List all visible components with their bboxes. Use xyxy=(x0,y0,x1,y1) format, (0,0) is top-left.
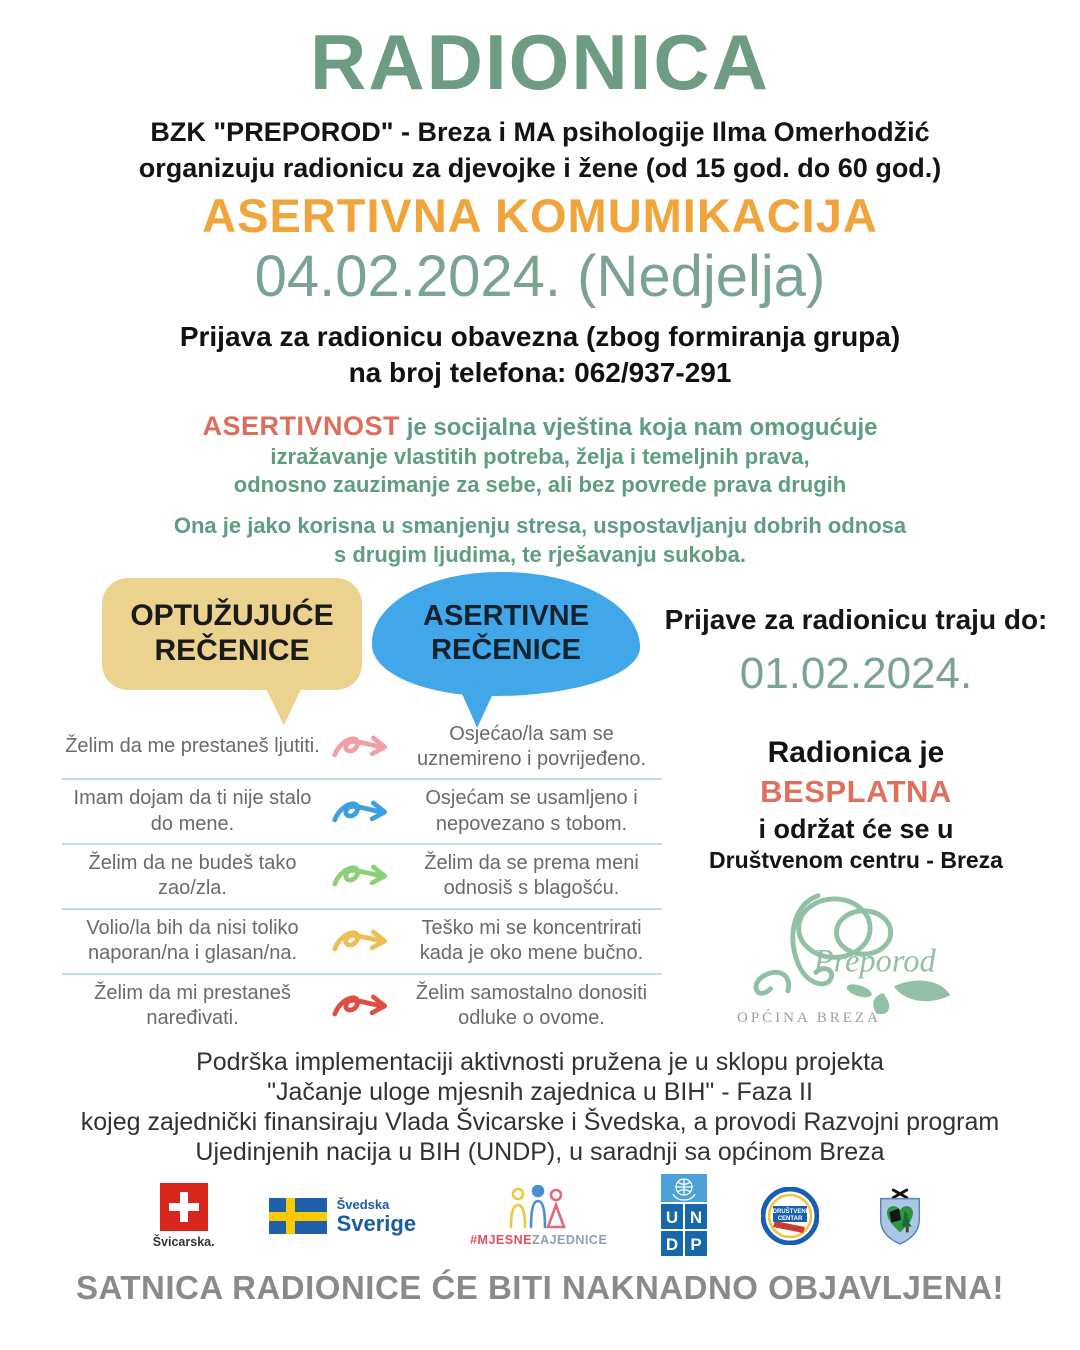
deadline-label: Prijave za radionicu traju do: xyxy=(664,603,1048,635)
assertive-sentence: Želim samostalno donositi odluke o ovome. xyxy=(415,981,648,1030)
swiss-flag-icon xyxy=(160,1183,208,1231)
accusing-sentence: Želim da me prestaneš ljutiti. xyxy=(65,735,320,758)
intro-line-2: organizuju radionicu za djevojke i žene (od 15 god. do 60 god.) xyxy=(138,152,942,183)
definition-line-2: izražavanje vlastitih potreba, želja i temeljnih prava, xyxy=(270,444,810,470)
free-line-1: Radionica je xyxy=(767,736,945,770)
undp-letter-n: N xyxy=(690,1208,703,1228)
free-line-2: i održat će se u xyxy=(758,813,954,844)
comparison-row xyxy=(62,910,662,975)
assertive-sentence: Osjećam se usamljeno i nepovezano s tobom. xyxy=(425,787,638,835)
preporod-logo xyxy=(731,887,981,1027)
swiss-label: Švicarska. xyxy=(152,1235,215,1250)
mjesne-zajednice-logo xyxy=(470,1185,607,1247)
dc-badge-line-1: DRUŠTVENI xyxy=(772,1209,808,1216)
definition-benefit xyxy=(0,512,1080,569)
comparison-row xyxy=(62,780,662,845)
workshop-date: 04.02.2024. (Nedjelja) xyxy=(254,244,826,310)
comparison-row xyxy=(62,845,662,910)
registration-column xyxy=(662,578,1050,1038)
benefit-line-2: s drugim ljudima, te rješavanju sukoba. xyxy=(333,541,746,567)
preporod-wordmark: Preporod xyxy=(813,942,936,979)
intro-text xyxy=(0,115,1080,186)
assertive-sentence: Osjećao/la sam se uznemireno i povrijeđeno. xyxy=(416,722,647,770)
registration-note-line-2: na broj telefona: 062/937-291 xyxy=(348,357,732,389)
mjesne-rest-label: ZAJEDNICE xyxy=(531,1233,608,1248)
preporod-caption: OPĆINA BREZA xyxy=(737,1009,881,1026)
footer-notice: SATNICA RADIONICE ĆE BITI NAKNADNO OBJAVLJENA! xyxy=(75,1269,1005,1307)
project-line-1: Podrška implementaciji aktivnosti pružena je u sklopu projekta xyxy=(196,1048,884,1077)
free-highlight: BESPLATNA xyxy=(760,774,952,810)
dc-badge-line-2: CENTAR xyxy=(778,1216,803,1223)
sweden-label: Sverige xyxy=(336,1210,417,1236)
registration-note xyxy=(0,319,1080,392)
intro-line-1: BZK "PREPOROD" - Breza i MA psihologije Ilma Omerhodžić xyxy=(150,117,930,148)
sweden-logo xyxy=(269,1198,417,1235)
project-line-4: Ujedinjenih nacija u BIH (UNDP), u saradnji sa općinom Breza xyxy=(195,1138,885,1167)
deadline-date: 01.02.2024. xyxy=(739,649,973,699)
breza-coat-of-arms xyxy=(873,1185,927,1247)
benefit-line-1: Ona je jako korisna u smanjenju stresa, uspostavljanju dobrih odnosa xyxy=(173,513,907,539)
assertiveness-definition xyxy=(0,410,1080,570)
free-line-3: Društvenom centru - Breza xyxy=(709,846,1003,873)
accusing-speech-bubble xyxy=(102,578,362,690)
undp-letter-u: U xyxy=(666,1208,679,1228)
assertive-sentence: Teško mi se koncentrirati kada je oko mene bučno. xyxy=(419,916,644,965)
comparison-column xyxy=(62,578,662,1038)
assertive-bubble-label: ASERTIVNE REČENICE xyxy=(423,600,589,666)
registration-note-line-1: Prijava za radionicu obavezna (zbog formiranja grupa) xyxy=(179,320,901,352)
doodle-arrow-icon xyxy=(323,859,401,893)
poster-title: RADIONICA xyxy=(310,18,770,106)
accusing-sentence: Želim da mi prestaneš naređivati. xyxy=(94,981,291,1030)
drustveni-centar-badge xyxy=(761,1187,819,1245)
project-line-2: "Jačanje uloge mjesnih zajednica u BIH" - Faza II xyxy=(267,1078,813,1107)
undp-letter-p: P xyxy=(690,1235,702,1255)
sentence-comparison-list xyxy=(62,716,662,1038)
accusing-sentence: Volio/la bih da nisi toliko naporan/na i glasan/na. xyxy=(86,916,299,965)
partner-logos xyxy=(0,1177,1080,1255)
doodle-arrow-icon xyxy=(323,730,401,764)
mjesne-hash-label: #MJESNE xyxy=(470,1233,532,1248)
accusing-sentence: Želim da ne budeš tako zao/zla. xyxy=(88,852,297,900)
comparison-row xyxy=(62,716,662,781)
assertive-sentence: Želim da se prema meni odnosiš s blagošću. xyxy=(424,852,639,900)
undp-logo xyxy=(661,1174,707,1258)
switzerland-logo xyxy=(153,1183,215,1249)
comparison-row xyxy=(62,975,662,1038)
free-workshop-note xyxy=(662,735,1050,874)
project-line-3: kojeg zajednički finansiraju Vlada Švicarske i Švedska, a provodi Razvojni program xyxy=(80,1108,1000,1137)
definition-line-3: odnosno zauzimanje za sebe, ali bez povrede prava drugih xyxy=(233,471,847,497)
accusing-bubble-label: OPTUŽUJUĆE REČENICE xyxy=(130,599,334,667)
accusing-sentence: Imam dojam da ti nije stalo do mene. xyxy=(73,787,312,835)
doodle-arrow-icon xyxy=(323,795,401,829)
doodle-arrow-icon xyxy=(323,924,401,958)
headline: ASERTIVNA KOMUMIKACIJA xyxy=(202,189,878,243)
project-credits xyxy=(0,1047,1080,1167)
assertive-speech-bubble xyxy=(372,572,640,696)
definition-rest: je socijalna vještina koja nam omogućuje xyxy=(406,413,878,441)
doodle-arrow-icon xyxy=(323,989,401,1023)
undp-letter-d: D xyxy=(666,1235,679,1255)
sweden-label-native: Švedska xyxy=(336,1197,390,1213)
definition-term: ASERTIVNOST xyxy=(202,410,401,441)
comparison-section xyxy=(0,578,1080,1038)
people-group-icon xyxy=(506,1185,572,1231)
sweden-flag-icon xyxy=(269,1198,327,1234)
